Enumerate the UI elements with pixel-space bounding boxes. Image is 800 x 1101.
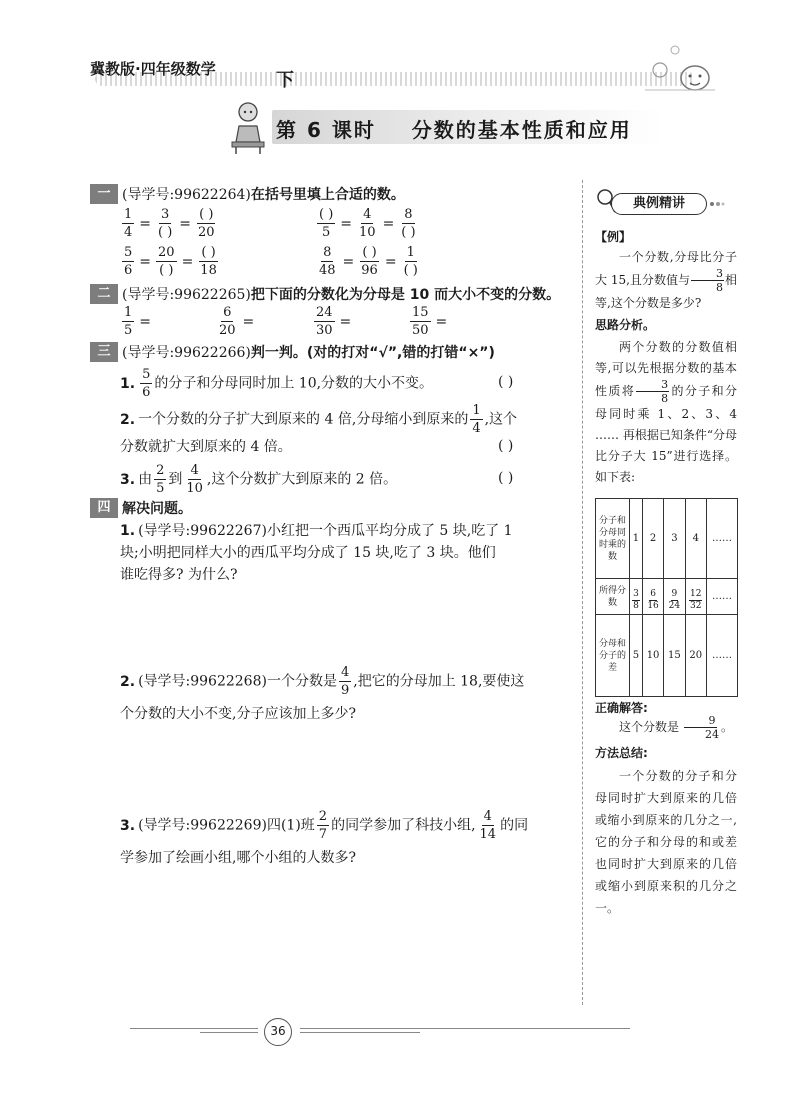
fraction-equation-2: ( ) 5 = $\frac{4}{10}$ = 8 ( ): [319, 207, 416, 240]
exercise-column: [90, 180, 575, 1020]
answer-parentheses[interactable]: ( ): [498, 470, 514, 486]
lesson-title-bar: [228, 100, 648, 154]
section-number: 一: [90, 184, 118, 204]
example-label: 【例】: [595, 230, 632, 244]
lesson-title: 第 6 课时 分数的基本性质和应用: [276, 118, 632, 142]
section-4-heading: 四 解决问题。: [90, 498, 192, 518]
problem-1: 1. (导学号:99622267)小红把一个西瓜平均分成了 5 块,吃了 1 块;小明把同样大小的西瓜平均分成了 15 块,吃了 3 块。他们 谁吃得多? 为什么?: [120, 523, 513, 583]
fraction-equation-1: $\frac{1}{4}$ = 3 ( ) = ( ) 20: [124, 207, 215, 240]
convert-fraction-1: $\frac{1}{5}$ =: [124, 305, 152, 338]
judge-question-3: 3. 由 2 5 到 4 10 ,这个分数扩大到原来的 2 倍。: [120, 463, 398, 496]
column-divider: [582, 180, 583, 1005]
problem-3: 3. (导学号:99622269)四(1)班 2 7 的同学参加了科技小组, 4 14 的同 学参加了绘画小组,哪个小组的人数多?: [120, 809, 529, 866]
example-table: [595, 498, 738, 697]
summary-text: 一个分数的分子和分母同时扩大到原来的几倍或缩小到原来的几分之一,它的分子和分母的和或差也同时扩大到原来的几倍或缩小到原来积的几分之一。: [595, 769, 737, 915]
section-number: 二: [90, 284, 118, 304]
section-2-heading: 二 (导学号:99622265)把下面的分数化为分母是 10 而大小不变的分数。: [90, 284, 560, 304]
answer-text: 这个分数是 $\frac{9}{24}$ 。: [619, 714, 734, 741]
section-number: 四: [90, 498, 118, 518]
fraction-equation-3: $\frac{5}{6}$ = 20 ( ) = ( ) 18: [124, 245, 217, 278]
judge-question-2: 2. 一个分数的分子扩大到原来的 4 倍,分母缩小到原来的 1 4 ,这个: [120, 403, 518, 436]
answer-parentheses[interactable]: ( ): [498, 438, 514, 454]
page-number: 36: [264, 1018, 292, 1046]
problem-2: 2. (导学号:99622268)一个分数是 4 9 ,把它的分母加上 18,要使这 个分数的大小不变,分子应该加上多少?: [120, 665, 525, 722]
answer-parentheses[interactable]: ( ): [498, 374, 514, 390]
answer-blank[interactable]: ( ): [159, 263, 174, 278]
analysis-text: 两个分数的分数值相等,可以先根据分数的基本性质将 $\frac{3}{8}$ 的分子和分母同时乘 1、2、3、4 …… 再根据已知条件“分母比分子大 15”进行选择。如下表:: [595, 340, 737, 484]
cartoon-decoration-icon: [640, 30, 720, 100]
example-badge: [595, 185, 725, 217]
teacher-figure-icon: [228, 100, 268, 154]
table-row: 所得分数 $\frac{3}{8}$ $\frac{6}{16}$ $\frac{9}{24}$ $\frac{12}{32}$ ……: [596, 579, 738, 615]
badge-label: 典例精讲: [611, 193, 707, 215]
answer-blank[interactable]: ( ): [401, 225, 416, 240]
fraction-equation-4: $\frac{8}{48}$ = ( ) 96 = 1 ( ): [319, 245, 418, 278]
table-row: 分母和分子的差 5 10 15 20 ……: [596, 615, 738, 697]
answer-blank[interactable]: ( ): [158, 225, 173, 240]
answer-blank[interactable]: ( ): [199, 207, 214, 222]
analysis-heading: 思路分析。: [595, 318, 656, 332]
convert-fraction-4: $\frac{15}{50}$ =: [412, 305, 448, 338]
summary-heading: 方法总结:: [595, 746, 648, 760]
convert-fraction-2: $\frac{6}{20}$ =: [219, 305, 255, 338]
volume-mark: 下: [276, 70, 294, 91]
answer-blank[interactable]: ( ): [201, 245, 216, 260]
answer-blank[interactable]: ( ): [362, 245, 377, 260]
page-header: [0, 0, 800, 110]
answer-blank[interactable]: ( ): [319, 207, 334, 222]
answer-blank[interactable]: ( ): [403, 263, 418, 278]
dots-icon: [709, 199, 725, 209]
convert-fraction-3: $\frac{24}{30}$ =: [316, 305, 352, 338]
table-row: 分子和分母同时乘的数 1 2 3 4 ……: [596, 499, 738, 579]
answer-heading: 正确解答:: [595, 701, 648, 715]
section-1-heading: 一 (导学号:99622264)在括号里填上合适的数。: [90, 184, 405, 204]
judge-question-2-line2: 分数就扩大到原来的 4 倍。: [120, 439, 292, 455]
section-number: 三: [90, 342, 118, 362]
example-text: 一个分数,分母比分子大 15,且分数值与 $\frac{3}{8}$ 相等,这个分数是多少?: [595, 250, 737, 310]
edition-label: 冀教版·四年级数学: [90, 60, 216, 78]
section-3-heading: 三 (导学号:99622266)判一判。(对的打对“√”,错的打错“×”): [90, 342, 495, 362]
judge-question-1: 1. 5 6 的分子和分母同时加上 10,分数的大小不变。: [120, 367, 434, 400]
